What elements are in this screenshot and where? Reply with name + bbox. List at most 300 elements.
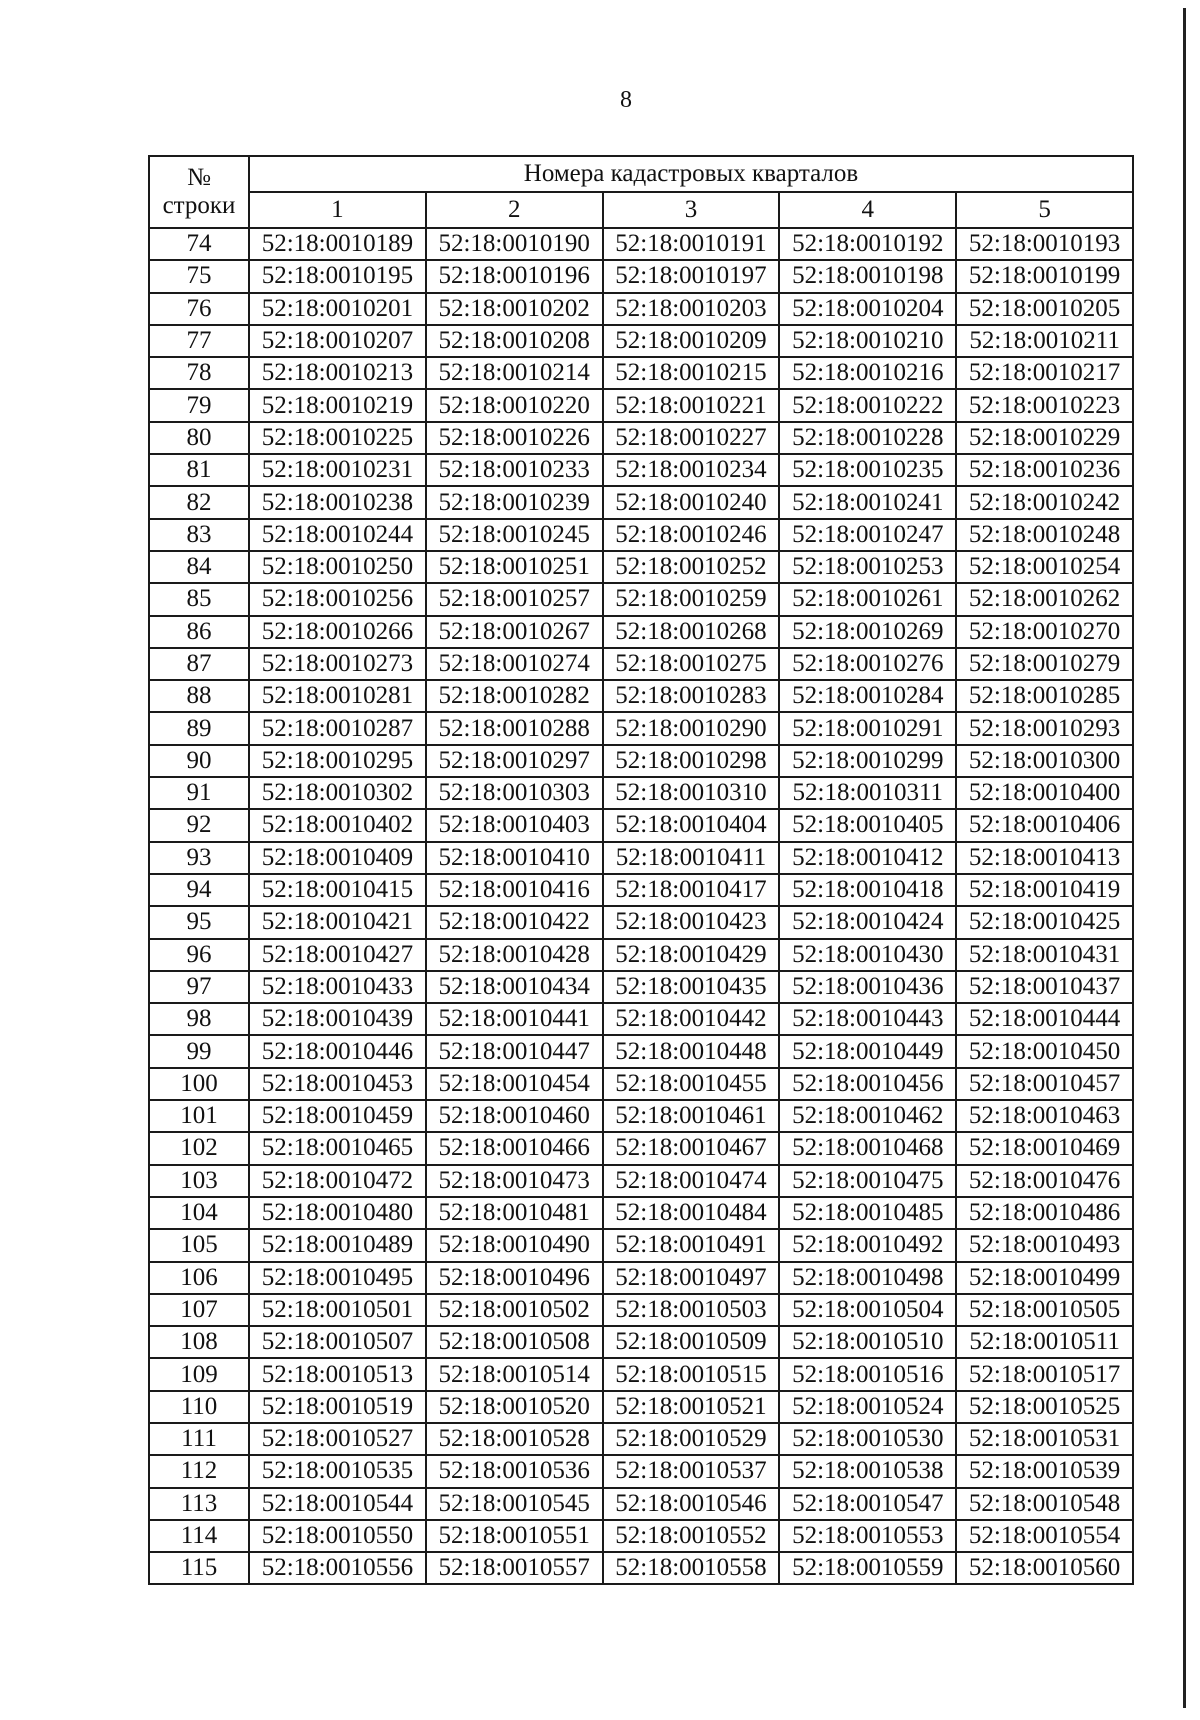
cadastral-quarter-cell: 52:18:0010282 (426, 680, 603, 712)
cadastral-quarter-cell: 52:18:0010241 (779, 486, 956, 518)
cadastral-quarter-cell: 52:18:0010499 (956, 1262, 1133, 1294)
row-number-cell: 83 (149, 519, 249, 551)
cadastral-quarter-cell: 52:18:0010268 (603, 616, 780, 648)
table-row (149, 1262, 1133, 1294)
cadastral-quarter-cell: 52:18:0010242 (956, 486, 1133, 518)
cadastral-quarter-cell: 52:18:0010476 (956, 1165, 1133, 1197)
cadastral-quarter-cell: 52:18:0010220 (426, 389, 603, 421)
table-row (149, 1520, 1133, 1552)
cadastral-quarter-cell: 52:18:0010418 (779, 874, 956, 906)
cadastral-quarter-cell: 52:18:0010211 (956, 325, 1133, 357)
row-number-header-label: строки (162, 192, 236, 219)
cadastral-quarter-cell: 52:18:0010550 (249, 1520, 426, 1552)
cadastral-quarter-cell: 52:18:0010406 (956, 809, 1133, 841)
cadastral-quarter-cell: 52:18:0010400 (956, 777, 1133, 809)
cadastral-quarter-cell: 52:18:0010531 (956, 1423, 1133, 1455)
cadastral-quarter-cell: 52:18:0010466 (426, 1132, 603, 1164)
cadastral-quarter-cell: 52:18:0010403 (426, 809, 603, 841)
cadastral-quarter-cell: 52:18:0010233 (426, 454, 603, 486)
column-header-5: 5 (956, 192, 1133, 228)
table-row (149, 680, 1133, 712)
cadastral-quarter-cell: 52:18:0010246 (603, 519, 780, 551)
table-row (149, 1229, 1133, 1261)
cadastral-quarter-cell: 52:18:0010270 (956, 616, 1133, 648)
cadastral-quarter-cell: 52:18:0010423 (603, 906, 780, 938)
cadastral-quarter-cell: 52:18:0010283 (603, 680, 780, 712)
cadastral-quarter-cell: 52:18:0010425 (956, 906, 1133, 938)
row-number-cell: 105 (149, 1229, 249, 1261)
cadastral-quarter-cell: 52:18:0010415 (249, 874, 426, 906)
row-number-header (149, 156, 249, 228)
cadastral-quarter-cell: 52:18:0010551 (426, 1520, 603, 1552)
cadastral-quarter-cell: 52:18:0010538 (779, 1455, 956, 1487)
cadastral-quarter-cell: 52:18:0010548 (956, 1488, 1133, 1520)
cadastral-quarter-cell: 52:18:0010245 (426, 519, 603, 551)
cadastral-quarter-cell: 52:18:0010189 (249, 228, 426, 260)
row-number-cell: 111 (149, 1423, 249, 1455)
cadastral-quarter-cell: 52:18:0010195 (249, 260, 426, 292)
cadastral-quarter-cell: 52:18:0010469 (956, 1132, 1133, 1164)
cadastral-quarter-cell: 52:18:0010404 (603, 809, 780, 841)
cadastral-quarter-cell: 52:18:0010303 (426, 777, 603, 809)
cadastral-quarter-cell: 52:18:0010481 (426, 1197, 603, 1229)
cadastral-quarter-cell: 52:18:0010503 (603, 1294, 780, 1326)
row-number-cell: 85 (149, 583, 249, 615)
table-header-row-columns (149, 192, 1133, 228)
table-row (149, 906, 1133, 938)
cadastral-quarter-cell: 52:18:0010411 (603, 842, 780, 874)
cadastral-quarter-cell: 52:18:0010459 (249, 1100, 426, 1132)
cadastral-quarter-cell: 52:18:0010416 (426, 874, 603, 906)
row-number-cell: 101 (149, 1100, 249, 1132)
table-row (149, 1326, 1133, 1358)
cadastral-quarter-cell: 52:18:0010509 (603, 1326, 780, 1358)
cadastral-quarter-cell: 52:18:0010210 (779, 325, 956, 357)
row-number-cell: 98 (149, 1003, 249, 1035)
table-row (149, 1165, 1133, 1197)
cadastral-quarter-cell: 52:18:0010207 (249, 325, 426, 357)
cadastral-quarter-cell: 52:18:0010552 (603, 1520, 780, 1552)
row-number-cell: 84 (149, 551, 249, 583)
cadastral-quarter-cell: 52:18:0010460 (426, 1100, 603, 1132)
cadastral-quarter-cell: 52:18:0010439 (249, 1003, 426, 1035)
table-row (149, 1197, 1133, 1229)
row-number-cell: 89 (149, 712, 249, 744)
cadastral-quarter-cell: 52:18:0010429 (603, 939, 780, 971)
row-number-cell: 96 (149, 939, 249, 971)
cadastral-quarter-cell: 52:18:0010442 (603, 1003, 780, 1035)
cadastral-quarter-cell: 52:18:0010539 (956, 1455, 1133, 1487)
cadastral-quarter-cell: 52:18:0010527 (249, 1423, 426, 1455)
table-row (149, 519, 1133, 551)
cadastral-quarter-cell: 52:18:0010199 (956, 260, 1133, 292)
table-row (149, 260, 1133, 292)
cadastral-quarter-cell: 52:18:0010463 (956, 1100, 1133, 1132)
cadastral-quarter-cell: 52:18:0010505 (956, 1294, 1133, 1326)
cadastral-quarter-cell: 52:18:0010228 (779, 422, 956, 454)
row-number-cell: 78 (149, 357, 249, 389)
cadastral-quarter-cell: 52:18:0010447 (426, 1035, 603, 1067)
cadastral-quarter-cell: 52:18:0010405 (779, 809, 956, 841)
cadastral-quarter-cell: 52:18:0010430 (779, 939, 956, 971)
scan-page-edge (1183, 8, 1186, 1708)
cadastral-quarter-cell: 52:18:0010202 (426, 293, 603, 325)
table-row (149, 1132, 1133, 1164)
row-number-cell: 102 (149, 1132, 249, 1164)
cadastral-quarter-cell: 52:18:0010267 (426, 616, 603, 648)
table-row (149, 616, 1133, 648)
column-header-1: 1 (249, 192, 426, 228)
cadastral-quarter-cell: 52:18:0010510 (779, 1326, 956, 1358)
cadastral-quarter-cell: 52:18:0010435 (603, 971, 780, 1003)
cadastral-quarter-cell: 52:18:0010213 (249, 357, 426, 389)
row-number-cell: 90 (149, 745, 249, 777)
table-row (149, 1423, 1133, 1455)
cadastral-quarter-cell: 52:18:0010409 (249, 842, 426, 874)
cadastral-quarter-cell: 52:18:0010229 (956, 422, 1133, 454)
cadastral-quarter-cell: 52:18:0010492 (779, 1229, 956, 1261)
cadastral-quarter-cell: 52:18:0010484 (603, 1197, 780, 1229)
table-row (149, 551, 1133, 583)
row-number-cell: 81 (149, 454, 249, 486)
cadastral-quarter-cell: 52:18:0010449 (779, 1035, 956, 1067)
cadastral-quarter-cell: 52:18:0010560 (956, 1552, 1133, 1584)
cadastral-quarter-cell: 52:18:0010427 (249, 939, 426, 971)
table-header-row-top (149, 156, 1133, 192)
cadastral-quarter-cell: 52:18:0010462 (779, 1100, 956, 1132)
cadastral-quarter-cell: 52:18:0010537 (603, 1455, 780, 1487)
cadastral-quarter-cell: 52:18:0010227 (603, 422, 780, 454)
cadastral-quarter-cell: 52:18:0010269 (779, 616, 956, 648)
cadastral-quarter-cell: 52:18:0010219 (249, 389, 426, 421)
table-row (149, 357, 1133, 389)
table-row (149, 293, 1133, 325)
cadastral-quarter-cell: 52:18:0010214 (426, 357, 603, 389)
cadastral-quarter-cell: 52:18:0010223 (956, 389, 1133, 421)
cadastral-quarter-cell: 52:18:0010274 (426, 648, 603, 680)
row-number-cell: 104 (149, 1197, 249, 1229)
cadastral-quarter-cell: 52:18:0010285 (956, 680, 1133, 712)
table-row (149, 1488, 1133, 1520)
cadastral-quarter-cell: 52:18:0010546 (603, 1488, 780, 1520)
cadastral-quarter-cell: 52:18:0010486 (956, 1197, 1133, 1229)
cadastral-quarter-cell: 52:18:0010441 (426, 1003, 603, 1035)
cadastral-quarter-cell: 52:18:0010203 (603, 293, 780, 325)
row-number-cell: 99 (149, 1035, 249, 1067)
cadastral-quarter-cell: 52:18:0010524 (779, 1391, 956, 1423)
cadastral-quarter-cell: 52:18:0010215 (603, 357, 780, 389)
cadastral-quarter-cell: 52:18:0010239 (426, 486, 603, 518)
row-number-cell: 76 (149, 293, 249, 325)
cadastral-quarter-cell: 52:18:0010521 (603, 1391, 780, 1423)
cadastral-quarter-cell: 52:18:0010455 (603, 1068, 780, 1100)
cadastral-quarter-cell: 52:18:0010284 (779, 680, 956, 712)
cadastral-quarter-cell: 52:18:0010402 (249, 809, 426, 841)
cadastral-quarter-cell: 52:18:0010424 (779, 906, 956, 938)
table-row (149, 1068, 1133, 1100)
row-number-cell: 87 (149, 648, 249, 680)
row-number-cell: 77 (149, 325, 249, 357)
cadastral-quarter-cell: 52:18:0010290 (603, 712, 780, 744)
cadastral-quarter-cell: 52:18:0010247 (779, 519, 956, 551)
cadastral-quarter-cell: 52:18:0010431 (956, 939, 1133, 971)
cadastral-quarter-cell: 52:18:0010507 (249, 1326, 426, 1358)
row-number-cell: 112 (149, 1455, 249, 1487)
table-row (149, 712, 1133, 744)
cadastral-quarter-cell: 52:18:0010256 (249, 583, 426, 615)
cadastral-quarter-cell: 52:18:0010222 (779, 389, 956, 421)
cadastral-quarter-cell: 52:18:0010244 (249, 519, 426, 551)
cadastral-quarter-cell: 52:18:0010208 (426, 325, 603, 357)
cadastral-quarter-cell: 52:18:0010225 (249, 422, 426, 454)
row-number-cell: 114 (149, 1520, 249, 1552)
row-number-cell: 95 (149, 906, 249, 938)
row-number-cell: 79 (149, 389, 249, 421)
cadastral-quarter-cell: 52:18:0010287 (249, 712, 426, 744)
row-number-cell: 97 (149, 971, 249, 1003)
table-row (149, 842, 1133, 874)
cadastral-quarter-cell: 52:18:0010192 (779, 228, 956, 260)
table-row (149, 971, 1133, 1003)
cadastral-quarter-cell: 52:18:0010514 (426, 1358, 603, 1390)
row-number-cell: 108 (149, 1326, 249, 1358)
cadastral-quarter-cell: 52:18:0010501 (249, 1294, 426, 1326)
cadastral-quarter-cell: 52:18:0010473 (426, 1165, 603, 1197)
cadastral-quarter-cell: 52:18:0010554 (956, 1520, 1133, 1552)
cadastral-quarter-cell: 52:18:0010299 (779, 745, 956, 777)
table-row (149, 583, 1133, 615)
cadastral-quarter-cell: 52:18:0010262 (956, 583, 1133, 615)
cadastral-quarter-cell: 52:18:0010288 (426, 712, 603, 744)
row-number-cell: 88 (149, 680, 249, 712)
cadastral-quarter-cell: 52:18:0010480 (249, 1197, 426, 1229)
table-row (149, 1100, 1133, 1132)
cadastral-quarter-cell: 52:18:0010236 (956, 454, 1133, 486)
table-row (149, 228, 1133, 260)
row-number-cell: 92 (149, 809, 249, 841)
cadastral-quarter-cell: 52:18:0010559 (779, 1552, 956, 1584)
cadastral-quarter-cell: 52:18:0010461 (603, 1100, 780, 1132)
cadastral-quarter-cell: 52:18:0010496 (426, 1262, 603, 1294)
cadastral-quarter-cell: 52:18:0010234 (603, 454, 780, 486)
cadastral-quarter-cell: 52:18:0010525 (956, 1391, 1133, 1423)
table-row (149, 1552, 1133, 1584)
row-number-cell: 80 (149, 422, 249, 454)
cadastral-quarter-cell: 52:18:0010295 (249, 745, 426, 777)
cadastral-quarter-cell: 52:18:0010204 (779, 293, 956, 325)
quarters-group-header: Номера кадастровых кварталов (249, 156, 1133, 192)
cadastral-quarter-cell: 52:18:0010311 (779, 777, 956, 809)
cadastral-quarter-cell: 52:18:0010248 (956, 519, 1133, 551)
table-row (149, 874, 1133, 906)
cadastral-quarter-cell: 52:18:0010490 (426, 1229, 603, 1261)
cadastral-quarter-cell: 52:18:0010259 (603, 583, 780, 615)
cadastral-quarter-cell: 52:18:0010544 (249, 1488, 426, 1520)
cadastral-quarter-cell: 52:18:0010428 (426, 939, 603, 971)
row-number-cell: 106 (149, 1262, 249, 1294)
cadastral-quarter-cell: 52:18:0010197 (603, 260, 780, 292)
cadastral-quarter-cell: 52:18:0010467 (603, 1132, 780, 1164)
row-number-cell: 107 (149, 1294, 249, 1326)
table-row (149, 486, 1133, 518)
cadastral-quarter-cell: 52:18:0010250 (249, 551, 426, 583)
row-number-cell: 86 (149, 616, 249, 648)
cadastral-quarter-cell: 52:18:0010446 (249, 1035, 426, 1067)
cadastral-quarter-cell: 52:18:0010279 (956, 648, 1133, 680)
cadastral-quarter-cell: 52:18:0010434 (426, 971, 603, 1003)
cadastral-quarter-cell: 52:18:0010519 (249, 1391, 426, 1423)
cadastral-quarter-cell: 52:18:0010553 (779, 1520, 956, 1552)
row-number-cell: 110 (149, 1391, 249, 1423)
cadastral-quarter-cell: 52:18:0010443 (779, 1003, 956, 1035)
table-row (149, 389, 1133, 421)
cadastral-quarter-cell: 52:18:0010489 (249, 1229, 426, 1261)
cadastral-quarter-cell: 52:18:0010226 (426, 422, 603, 454)
cadastral-quarter-cell: 52:18:0010281 (249, 680, 426, 712)
table-row (149, 939, 1133, 971)
cadastral-quarter-cell: 52:18:0010422 (426, 906, 603, 938)
row-number-cell: 109 (149, 1358, 249, 1390)
cadastral-quarter-cell: 52:18:0010491 (603, 1229, 780, 1261)
cadastral-quarter-cell: 52:18:0010528 (426, 1423, 603, 1455)
cadastral-quarter-cell: 52:18:0010410 (426, 842, 603, 874)
cadastral-quarter-cell: 52:18:0010198 (779, 260, 956, 292)
row-number-header-symbol: № (187, 164, 211, 191)
table-row (149, 1358, 1133, 1390)
table-row (149, 1003, 1133, 1035)
cadastral-quarter-cell: 52:18:0010454 (426, 1068, 603, 1100)
cadastral-quarter-cell: 52:18:0010251 (426, 551, 603, 583)
table-row (149, 454, 1133, 486)
cadastral-quarter-cell: 52:18:0010516 (779, 1358, 956, 1390)
cadastral-quarter-cell: 52:18:0010419 (956, 874, 1133, 906)
cadastral-quarter-cell: 52:18:0010275 (603, 648, 780, 680)
cadastral-quarter-cell: 52:18:0010437 (956, 971, 1133, 1003)
row-number-cell: 74 (149, 228, 249, 260)
cadastral-quarter-cell: 52:18:0010472 (249, 1165, 426, 1197)
cadastral-quarter-cell: 52:18:0010475 (779, 1165, 956, 1197)
cadastral-quarter-cell: 52:18:0010513 (249, 1358, 426, 1390)
cadastral-quarter-cell: 52:18:0010310 (603, 777, 780, 809)
cadastral-quarter-cell: 52:18:0010448 (603, 1035, 780, 1067)
cadastral-quarter-cell: 52:18:0010412 (779, 842, 956, 874)
cadastral-quarter-cell: 52:18:0010302 (249, 777, 426, 809)
cadastral-quarter-cell: 52:18:0010530 (779, 1423, 956, 1455)
cadastral-quarter-cell: 52:18:0010417 (603, 874, 780, 906)
cadastral-quarter-cell: 52:18:0010293 (956, 712, 1133, 744)
cadastral-quarter-cell: 52:18:0010209 (603, 325, 780, 357)
cadastral-quarter-cell: 52:18:0010235 (779, 454, 956, 486)
cadastral-quarter-cell: 52:18:0010196 (426, 260, 603, 292)
cadastral-quarter-cell: 52:18:0010502 (426, 1294, 603, 1326)
cadastral-quarter-cell: 52:18:0010474 (603, 1165, 780, 1197)
row-number-cell: 82 (149, 486, 249, 518)
column-header-2: 2 (426, 192, 603, 228)
cadastral-quarter-cell: 52:18:0010298 (603, 745, 780, 777)
cadastral-quarter-cell: 52:18:0010465 (249, 1132, 426, 1164)
row-number-cell: 100 (149, 1068, 249, 1100)
table-row (149, 1294, 1133, 1326)
table-row (149, 745, 1133, 777)
cadastral-quarter-cell: 52:18:0010520 (426, 1391, 603, 1423)
cadastral-quarter-cell: 52:18:0010276 (779, 648, 956, 680)
cadastral-quarter-cell: 52:18:0010252 (603, 551, 780, 583)
cadastral-quarter-cell: 52:18:0010497 (603, 1262, 780, 1294)
table-row (149, 422, 1133, 454)
cadastral-quarter-cell: 52:18:0010273 (249, 648, 426, 680)
table-body (149, 228, 1133, 1584)
cadastral-quarter-cell: 52:18:0010444 (956, 1003, 1133, 1035)
cadastral-quarter-cell: 52:18:0010558 (603, 1552, 780, 1584)
row-number-cell: 93 (149, 842, 249, 874)
column-header-4: 4 (779, 192, 956, 228)
table-row (149, 325, 1133, 357)
cadastral-quarter-cell: 52:18:0010557 (426, 1552, 603, 1584)
table-row (149, 809, 1133, 841)
cadastral-quarter-cell: 52:18:0010508 (426, 1326, 603, 1358)
cadastral-quarter-cell: 52:18:0010450 (956, 1035, 1133, 1067)
cadastral-quarter-cell: 52:18:0010511 (956, 1326, 1133, 1358)
cadastral-quarter-cell: 52:18:0010436 (779, 971, 956, 1003)
cadastral-quarter-cell: 52:18:0010515 (603, 1358, 780, 1390)
cadastral-quarter-cell: 52:18:0010535 (249, 1455, 426, 1487)
cadastral-quarters-table (148, 155, 1134, 1585)
cadastral-quarter-cell: 52:18:0010266 (249, 616, 426, 648)
table-row (149, 1035, 1133, 1067)
cadastral-quarter-cell: 52:18:0010205 (956, 293, 1133, 325)
row-number-cell: 75 (149, 260, 249, 292)
row-number-cell: 91 (149, 777, 249, 809)
page-number: 8 (620, 87, 632, 113)
row-number-cell: 94 (149, 874, 249, 906)
cadastral-quarter-cell: 52:18:0010238 (249, 486, 426, 518)
cadastral-quarter-cell: 52:18:0010517 (956, 1358, 1133, 1390)
cadastral-quarter-cell: 52:18:0010421 (249, 906, 426, 938)
row-number-cell: 115 (149, 1552, 249, 1584)
cadastral-quarter-cell: 52:18:0010485 (779, 1197, 956, 1229)
cadastral-quarter-cell: 52:18:0010413 (956, 842, 1133, 874)
cadastral-quarter-cell: 52:18:0010253 (779, 551, 956, 583)
cadastral-quarter-cell: 52:18:0010504 (779, 1294, 956, 1326)
cadastral-quarter-cell: 52:18:0010231 (249, 454, 426, 486)
cadastral-quarter-cell: 52:18:0010457 (956, 1068, 1133, 1100)
cadastral-quarter-cell: 52:18:0010456 (779, 1068, 956, 1100)
cadastral-quarter-cell: 52:18:0010240 (603, 486, 780, 518)
row-number-cell: 103 (149, 1165, 249, 1197)
cadastral-quarter-cell: 52:18:0010300 (956, 745, 1133, 777)
cadastral-quarter-cell: 52:18:0010453 (249, 1068, 426, 1100)
cadastral-quarter-cell: 52:18:0010545 (426, 1488, 603, 1520)
table-row (149, 1455, 1133, 1487)
cadastral-quarter-cell: 52:18:0010193 (956, 228, 1133, 260)
cadastral-quarter-cell: 52:18:0010493 (956, 1229, 1133, 1261)
table-row (149, 777, 1133, 809)
cadastral-quarter-cell: 52:18:0010261 (779, 583, 956, 615)
table-row (149, 1391, 1133, 1423)
cadastral-quarter-cell: 52:18:0010201 (249, 293, 426, 325)
cadastral-quarter-cell: 52:18:0010433 (249, 971, 426, 1003)
cadastral-quarter-cell: 52:18:0010536 (426, 1455, 603, 1487)
cadastral-quarter-cell: 52:18:0010221 (603, 389, 780, 421)
cadastral-quarter-cell: 52:18:0010217 (956, 357, 1133, 389)
cadastral-quarter-cell: 52:18:0010468 (779, 1132, 956, 1164)
column-header-3: 3 (603, 192, 780, 228)
cadastral-quarter-cell: 52:18:0010547 (779, 1488, 956, 1520)
cadastral-quarter-cell: 52:18:0010529 (603, 1423, 780, 1455)
cadastral-quarter-cell: 52:18:0010498 (779, 1262, 956, 1294)
cadastral-quarter-cell: 52:18:0010191 (603, 228, 780, 260)
cadastral-quarter-cell: 52:18:0010254 (956, 551, 1133, 583)
